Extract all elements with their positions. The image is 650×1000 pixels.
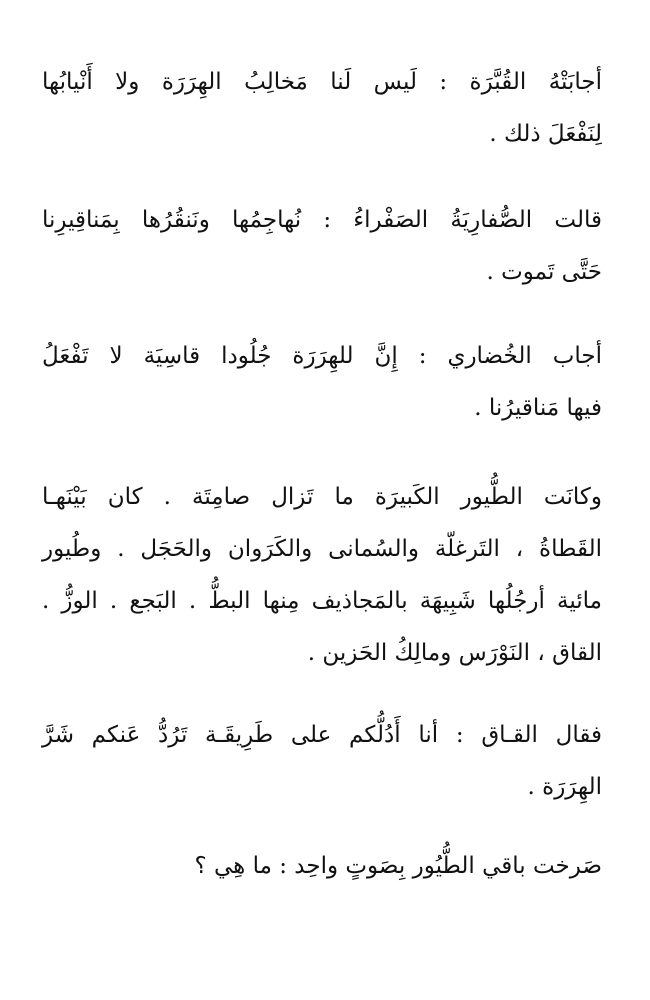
paragraph-crow-reply — [42, 709, 602, 813]
text-line: صَرخت باقي الطُّيُور بِصَوتٍ واحِد : ما هِي ؟ — [194, 853, 602, 879]
text-line: حَتَّى تَموت . — [486, 259, 602, 285]
paragraph-birds-shout — [42, 840, 602, 892]
text-line: لِنَفْعَلَ ذلك . — [489, 121, 602, 147]
text-line: وكانَت الطُّيور الكَبيرَة ما تَزال صامِتَة . كان بَيْنَهـا — [42, 484, 602, 510]
text-line: الهِرَرَة . — [527, 774, 602, 800]
text-line: أجابَتْهُ القُبَّرَة : لَيس لَنا مَخالِبُ الهِرَرَة ولا أَنْيابُها — [42, 69, 602, 95]
text-line: فيها مَناقيرُنا . — [474, 395, 602, 421]
text-line: القاق ، النَوْرَس ومالِكُ الحَزين . — [307, 640, 602, 666]
text-line: مائية أرجُلُها شَبِيهَة بالمَجاذيف مِنها البطُّ . البَجع . الوزُّ . — [42, 588, 602, 614]
text-line: القَطاةُ ، التَرغلّة والسُمانى والكَرَوان والحَجَل . وطُيور — [42, 536, 602, 562]
paragraph-large-birds — [42, 471, 602, 679]
text-line: قالت الصُّفارِيَةُ الصَفْراءُ : نُهاجِمُها ونَنقُرُها بِمَناقِيرِنا — [42, 207, 602, 233]
text-line: فقال القـاق : أنا أَدُلُّكم على طَرِيقَـة تَرُدُّ عَنكم شَرَّ — [42, 722, 602, 748]
text-line: أجاب الخُضاري : إِنَّ للهِرَرَة جُلُودا قاسِيَة لا تَفْعَلُ — [42, 343, 602, 369]
paragraph-oriole-reply — [42, 194, 602, 298]
paragraph-lark-reply — [42, 56, 602, 160]
paragraph-greenfinch-reply — [42, 330, 602, 434]
